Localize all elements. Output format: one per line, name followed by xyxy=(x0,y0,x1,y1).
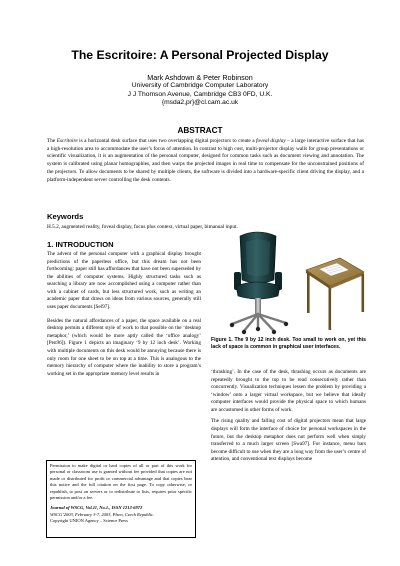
affiliation-line-2: J J Thomson Avenue, Cambridge CB3 0FD, U.K. xyxy=(127,90,273,98)
intro-paragraph-2: Besides the natural affordances of a paper, the space available on a real desktop permits a different style of work to that possible on the ‘desktop metaphor,’ (which would be more aptly called the ‘office analogy’ [Pen96]). Figure 1 depicts an imaginary ‘9 by 12 inch desk’. Working with multiple documents on this desk would be annoying because there is only room for one sheet to be on top at a time. This is analogous to the memory hierarchy of computer where the inability to store a program’s working set in the appropriate memory level results in xyxy=(47,317,201,377)
abstract-body xyxy=(47,138,364,184)
affiliation-line-1: University of Cambridge Computer Laboratory xyxy=(131,82,269,90)
office-chair-icon xyxy=(230,232,288,334)
left-column xyxy=(47,251,201,378)
small-desk-icon xyxy=(306,258,364,330)
keywords-heading: Keywords xyxy=(47,212,84,221)
figure-caption: Figure 1. The 9 by 12 inch desk. Too small to work on, yet this lack of space is common in graphical user interfaces. xyxy=(211,337,366,351)
journal-line: Journal of WSCG, Vol.11, No.1., ISSN 1213-6972 xyxy=(50,505,143,511)
paper-title: The Escritoire: A Personal Projected Display xyxy=(71,48,329,62)
desk-and-chair-illustration xyxy=(218,228,368,336)
abstract-heading: ABSTRACT xyxy=(177,126,223,135)
abstract-text-1: The xyxy=(47,138,57,144)
right-column xyxy=(211,369,366,464)
permission-text: Permission to make digital or hard copies of all or part of this work for personal or classroom use is granted without fee provided that copies are not made or distributed for profit or commercial advantage and that copies bear this notice and the full citation on the first page. To copy otherwise, or republish, to post on servers or to redistribute to lists, requires prior specific permission and/or a fee. xyxy=(50,463,192,501)
intro-paragraph-4: The rising quality and falling cost of digital projectors mean that large displays will form the interface of choice for personal workspaces in the future, but the desktop metaphor does not perform well when simply transferred to a much larger screen [Swa97]. For instance, menu bars become difficult to use when they are a long way from the user’s centre of attention, and conventional text displays become xyxy=(211,418,366,463)
intro-paragraph-1: The advent of the personal computer with a graphical display brought predictions of the paperless office, but this dream has not been forthcoming: paper still has affordances that have not been superseded by the abilities of computer systems. Highly structured tasks such as searching a library are now accomplished using a computer rather than with a cabinet of cards, but less structured work, such as writing an academic paper that draws on ideas from various sources, generally still uses paper documents [Sel97]. xyxy=(47,251,201,311)
abstract-text-3: – a large interactive surface that has a high-resolution area to accommodate the user’s focus of attention. In contrast to high cost, multi-projector display walls for group presentations or scientific visualization, it is an augmentation of the personal computer, designed for common tasks such as document viewing and annotation. The system is calibrated using planar homographies, and then warps the projected images in real time to compensate for the unconstrained positions of the projectors. To allow documents to be shared by multiple clients, the software is divided into a hardware-specific client driving the display, and a platform-independent server controlling the desk contents. xyxy=(47,138,365,183)
keywords-text: H.5.2, augmented reality, foveal display, focus plus context, virtual paper, bimanual input. xyxy=(47,224,238,230)
conference-line: WSCG’2003, February 3-7, 2003, Plzen, Czech Republic. xyxy=(50,511,155,517)
abstract-text-2: is a horizontal desk surface that uses two overlapping digital projectors to create a xyxy=(77,138,256,144)
permission-notice-box xyxy=(46,460,196,538)
introduction-heading: 1. INTRODUCTION xyxy=(47,240,114,249)
abstract-emphasis-1: Escritoire xyxy=(56,138,78,144)
intro-paragraph-3: ‘thrashing’. In the case of the desk, thrashing occurs as documents are repeatedly brought to the top to be read consecutively rather than concurrently. Visualization techniques lessen the problem by providing a ‘window’ onto a larger virtual workspace, but we believe that ideally computer interfaces would provide the physical space to which humans are accustomed in other forms of work. xyxy=(211,369,366,413)
author-names: Mark Ashdown & Peter Robinson xyxy=(147,73,253,82)
copyright-line: Copyright UNION Agency – Science Press xyxy=(50,518,128,524)
author-block xyxy=(0,74,400,107)
abstract-emphasis-2: foveal display xyxy=(256,138,286,144)
author-email: {msda2,pr}@cl.cam.ac.uk xyxy=(161,98,239,106)
